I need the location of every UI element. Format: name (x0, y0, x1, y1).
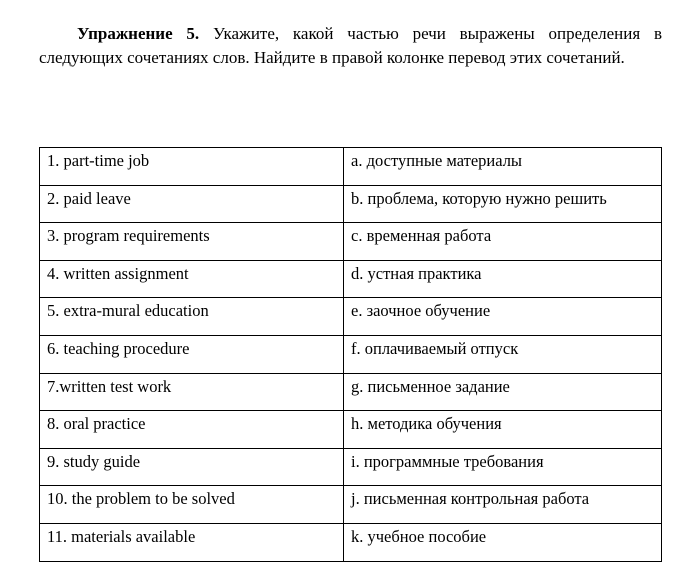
table-row (40, 223, 662, 261)
russian-translation: k. учебное пособие (344, 523, 662, 561)
table-row (40, 148, 662, 186)
table-row (40, 335, 662, 373)
russian-translation: g. письменное задание (344, 373, 662, 411)
english-phrase: 3. program requirements (40, 223, 344, 261)
exercise-instruction (39, 22, 662, 70)
english-phrase: 6. teaching procedure (40, 335, 344, 373)
table-row (40, 298, 662, 336)
russian-translation: b. проблема, которую нужно решить (344, 185, 662, 223)
exercise-title: Упражнение 5. (77, 24, 200, 43)
russian-translation: f. оплачиваемый отпуск (344, 335, 662, 373)
english-phrase: 8. oral practice (40, 411, 344, 449)
english-phrase: 9. study guide (40, 448, 344, 486)
russian-translation: h. методика обучения (344, 411, 662, 449)
english-phrase: 4. written assignment (40, 260, 344, 298)
table-row (40, 185, 662, 223)
russian-translation: e. заочное обучение (344, 298, 662, 336)
english-phrase: 1. part-time job (40, 148, 344, 186)
english-phrase: 10. the problem to be solved (40, 486, 344, 524)
matching-table (39, 147, 662, 562)
table-row (40, 411, 662, 449)
russian-translation: j. письменная контрольная работа (344, 486, 662, 524)
russian-translation: a. доступные материалы (344, 148, 662, 186)
english-phrase: 5. extra-mural education (40, 298, 344, 336)
russian-translation: c. временная работа (344, 223, 662, 261)
table-row (40, 523, 662, 561)
table-row (40, 373, 662, 411)
instruction-text: Укажите, какой частью речи выражены определения в следующих сочетаниях слов. Найдите в правой колонке перевод этих сочетаний. (39, 24, 662, 67)
english-phrase: 7.written test work (40, 373, 344, 411)
table-row (40, 486, 662, 524)
english-phrase: 2. paid leave (40, 185, 344, 223)
english-phrase: 11. materials available (40, 523, 344, 561)
table-row (40, 448, 662, 486)
russian-translation: i. программные требования (344, 448, 662, 486)
russian-translation: d. устная практика (344, 260, 662, 298)
table-row (40, 260, 662, 298)
